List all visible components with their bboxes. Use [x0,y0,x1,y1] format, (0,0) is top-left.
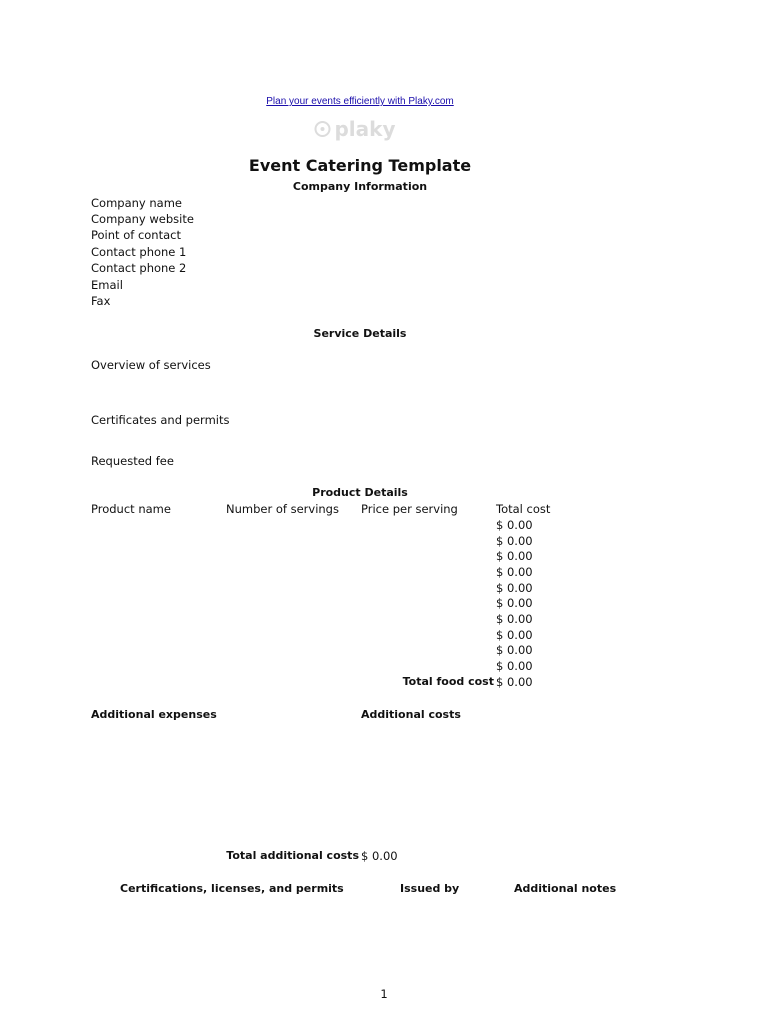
price-per-serving-header: Price per serving [361,502,458,516]
plaky-logo-icon [314,121,330,137]
product-details-heading: Product Details [312,486,408,499]
company-info-heading: Company Information [292,180,428,193]
row-total-cost: $ 0.00 [496,643,533,657]
email-label: Email [91,278,123,292]
service-details-heading: Service Details [313,327,407,340]
plaky-logo-text: plaky [334,117,396,141]
total-food-cost-value: $ 0.00 [496,675,533,689]
row-total-cost: $ 0.00 [496,534,533,548]
total-cost-header: Total cost [496,502,551,516]
requested-fee-label: Requested fee [91,454,174,468]
row-total-cost: $ 0.00 [496,612,533,626]
total-additional-costs-value: $ 0.00 [361,849,398,863]
additional-expenses-heading: Additional expenses [91,708,217,721]
row-total-cost: $ 0.00 [496,549,533,563]
overview-of-services-label: Overview of services [91,358,211,372]
page-title: Event Catering Template [248,156,472,175]
additional-costs-heading: Additional costs [361,708,461,721]
total-additional-costs-label: Total additional costs [226,849,359,862]
row-total-cost: $ 0.00 [496,659,533,673]
promo-link[interactable]: Plan your events efficiently with Plaky.com [266,96,454,107]
row-total-cost: $ 0.00 [496,628,533,642]
certifications-header: Certifications, licenses, and permits [120,882,344,895]
total-food-cost-label: Total food cost [402,675,494,688]
number-of-servings-header: Number of servings [226,502,339,516]
row-total-cost: $ 0.00 [496,581,533,595]
row-total-cost: $ 0.00 [496,596,533,610]
contact-phone-1-label: Contact phone 1 [91,245,187,259]
additional-notes-header: Additional notes [514,882,617,895]
plaky-logo [314,117,395,141]
row-total-cost: $ 0.00 [496,565,533,579]
point-of-contact-label: Point of contact [91,228,181,242]
fax-label: Fax [91,294,111,308]
company-name-label: Company name [91,196,182,210]
issued-by-header: Issued by [400,882,460,895]
row-total-cost: $ 0.00 [496,518,533,532]
contact-phone-2-label: Contact phone 2 [91,261,187,275]
product-name-header: Product name [91,502,171,516]
page-number: 1 [380,987,388,1001]
company-website-label: Company website [91,212,194,226]
certificates-and-permits-label: Certificates and permits [91,413,230,427]
